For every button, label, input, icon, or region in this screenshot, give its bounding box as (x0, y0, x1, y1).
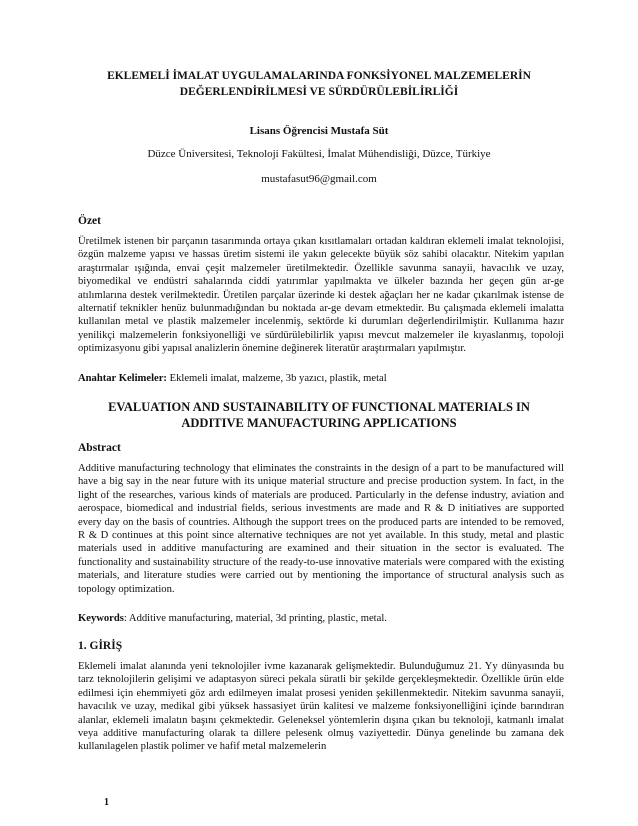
ozet-paragraph: Üretilmek istenen bir parçanın tasarımında ortaya çıkan kısıtlamaları ortadan kaldıran eklemeli imalat teknolojisi, özgün malzeme yapısı ve hassas üretim sistemi ile yakın gelecekte büyük söz sahibi olacaktır. Nitekim yapılan araştırmalar ışığında, envai çeşit malzemeler üretilmektedir. Özellikle savunma sanayii, havacılık ve uzay, biyomedikal ve endüstri sahalarında ciddi yatırımlar yapılmakta ve ülkeler bazında her geçen gün ar-ge atılımlarına destek verilmektedir. Üretilen parçalar üzerinde ki destek ağaçları her ne kadar çıkarılmak istense de alternatif teknikler henüz bulunmadığından bu noktada ar-ge devam etmektedir. Bu çalışmada eklemeli imalatta kullanılan metal ve plastik malzemeler incelenmiş, sektörde ki durumları değerlendirilmiştir. Kullanıma hazır yenilikçi malzemelerin fonksiyonelliği ve sürdürülebilirlik yapısı mevcut malzemeler ile kıyaslanmış, topoloji optimizasyonu gibi yapısal analizlerin önemine değinerek literatür araştırmaları yapılmıştır. (78, 236, 564, 355)
abstract-heading: Abstract (78, 442, 121, 454)
giris-heading: 1. GİRİŞ (78, 640, 123, 652)
keywords-line (78, 612, 564, 626)
anahtar-label: Anahtar Kelimeler: (78, 373, 167, 384)
english-title: EVALUATION AND SUSTAINABILITY OF FUNCTIONAL MATERIALS IN ADDITIVE MANUFACTURING APPLICATIONS (108, 400, 530, 430)
keywords-label: Keywords (78, 613, 124, 624)
author-line: Lisans Öğrencisi Mustafa Süt (249, 125, 389, 137)
paper-title: EKLEMELİ İMALAT UYGULAMALARINDA FONKSİYONEL MALZEMELERİN DEĞERLENDİRİLMESİ VE SÜRDÜRÜLEBİLİRLİĞİ (107, 70, 531, 98)
author-email: mustafasut96@gmail.com (261, 173, 377, 185)
abstract-paragraph: Additive manufacturing technology that eliminates the constraints in the design of a part to be manufactured will have a big say in the near future with its unique material structure and precise production system. In fact, in the light of the researches, various kinds of materials are produced. Particularly in the defense industry, aviation and aerospace, biomedical and industrial fields, serious investments are made and R & D initiatives are supported every day on the basis of countries. Although the support trees on the produced parts are intended to be removed, R & D continues at this point since alternative techniques are not yet available. In this study, metal and plastic materials used in additive manufacturing are examined and their situation in the sector is evaluated. The functionality and sustainability structure of the ready-to-use innovative materials were compared with the existing materials, and literature studies were carried out by mentioning the importance of structural analysis such as topology optimization. (78, 463, 564, 595)
anahtar-text: Eklemeli imalat, malzeme, 3b yazıcı, plastik, metal (166, 373, 387, 384)
anahtar-kelimeler-line (78, 372, 564, 386)
ozet-heading: Özet (78, 215, 101, 227)
keywords-text: : Additive manufacturing, material, 3d printing, plastic, metal. (123, 613, 387, 624)
affiliation-line: Düzce Üniversitesi, Teknoloji Fakültesi, İmalat Mühendisliği, Düzce, Türkiye (147, 148, 491, 160)
giris-paragraph: Eklemeli imalat alanında yeni teknolojiler ivme kazanarak gelişmektedir. Bulunduğumuz 21. Yy dünyasında bu tarz teknolojilerin gelişimi ve adaptasyon süreci pekala süratli bir şekilde gerçekleşmektedir. Özellikle ürün elde edilmesi için ehemmiyeti göz ardı edilmeyen imalat prosesi yeniden şekillenmektedir. Nitekim savunma sanayii, havacılık ve uzay, medikal gibi yüksek hassasiyet ürün kalitesi ve malzeme fonksiyonelliğini içinde barındıran alanlar, eklemeli imalatın başını çekmektedir. Geleneksel yöntemlerin dışına çıkan bu teknoloji, katmanlı imalat veya additive manufacturing olarak ta dillere pelesenk olmuş vaziyettedir. Dünya genelinde bu zamana dek kullanılagelen plastik polimer ve hafif metal malzemelerin (78, 661, 564, 753)
page-number: 1 (104, 797, 109, 808)
